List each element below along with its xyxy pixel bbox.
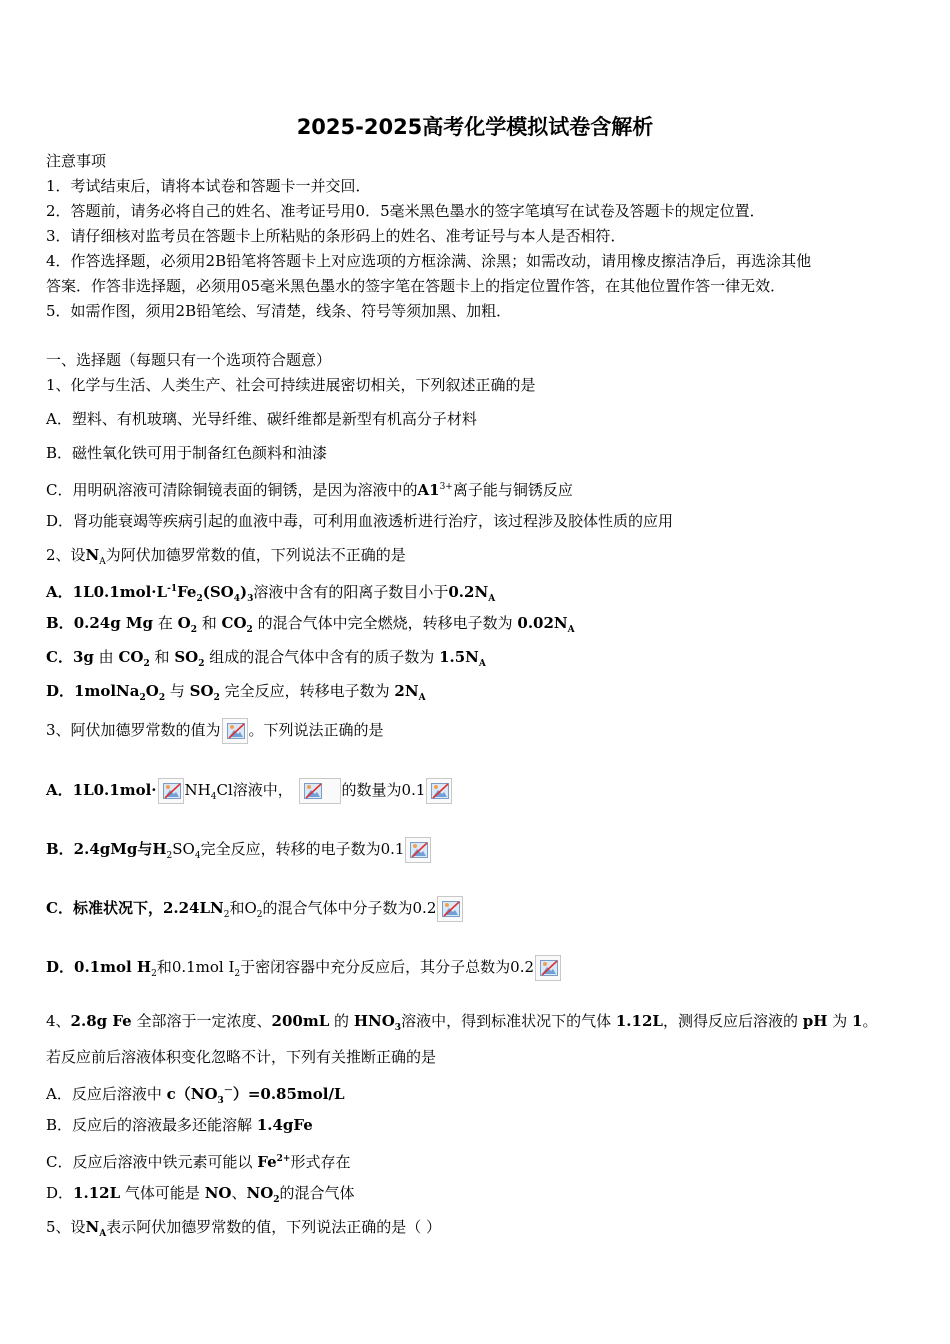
q1-option-d: D．肾功能衰竭等疾病引起的血液中毒，可利用血液透析进行治疗，该过程涉及胶体性质的应用 bbox=[46, 512, 674, 530]
text: 。 bbox=[862, 1012, 878, 1030]
subscript: 2 bbox=[151, 969, 157, 979]
q1-option-c bbox=[46, 477, 573, 500]
text: 在 bbox=[157, 614, 173, 632]
text: 溶液中含有的阳离子数目小于 bbox=[253, 583, 449, 601]
text: 0.24g Mg bbox=[73, 614, 154, 632]
text: O bbox=[177, 614, 191, 632]
subscript: 2 bbox=[246, 625, 253, 635]
notice-item-4-cont: 答案．作答非选择题，必须用05毫米黑色墨水的签字笔在答题卡上的指定位置作答，在其他位置作答一律无效． bbox=[46, 277, 786, 295]
text: 溶液中，得到标准状况下的气体 bbox=[401, 1012, 612, 1030]
text: 1L0.1mol·L bbox=[72, 583, 168, 601]
broken-image-icon bbox=[437, 896, 463, 922]
q2-option-b bbox=[46, 613, 575, 640]
text: O bbox=[145, 682, 159, 700]
text: B．反应后的溶液最多还能溶解 bbox=[46, 1116, 253, 1134]
text: Fe bbox=[177, 583, 197, 601]
text: 1.12L bbox=[73, 1184, 121, 1202]
section-heading: 一、选择题（每题只有一个选项符合题意） bbox=[46, 351, 332, 369]
subscript: 2 bbox=[213, 693, 220, 703]
superscript: － bbox=[223, 1086, 233, 1096]
text: 的 bbox=[334, 1012, 350, 1030]
text: NO bbox=[246, 1184, 274, 1202]
broken-image-icon bbox=[299, 778, 341, 804]
text: CO bbox=[221, 614, 247, 632]
q2-option-a bbox=[46, 579, 495, 609]
q3-stem bbox=[46, 716, 384, 744]
q4-option-d bbox=[46, 1183, 355, 1210]
text: SO bbox=[189, 682, 214, 700]
text: C．用明矾溶液可清除铜镜表面的铜锈，是因为溶液中的 bbox=[46, 481, 418, 499]
broken-image-icon bbox=[222, 718, 248, 744]
text: NO bbox=[204, 1184, 232, 1202]
text: 离子能与铜锈反应 bbox=[452, 481, 573, 499]
q4-option-c bbox=[46, 1149, 350, 1172]
subscript: 4 bbox=[194, 851, 201, 861]
q2-option-c bbox=[46, 647, 486, 674]
text: C．反应后溶液中铁元素可能以 bbox=[46, 1153, 253, 1171]
text: c（NO bbox=[166, 1085, 218, 1103]
q5-stem bbox=[46, 1217, 441, 1244]
text: 的混合气体 bbox=[279, 1184, 355, 1202]
subscript: 2 bbox=[196, 594, 203, 604]
text: B．2.4gMg与H bbox=[46, 840, 167, 858]
text: 、 bbox=[231, 1184, 247, 1202]
subscript: 2 bbox=[190, 625, 197, 635]
text: 和O bbox=[229, 899, 257, 917]
q4-option-a bbox=[46, 1081, 345, 1111]
q3-option-d bbox=[46, 953, 562, 988]
subscript: 3 bbox=[247, 594, 254, 604]
text: 3、阿伏加德罗常数的值为 bbox=[46, 721, 221, 739]
text: ）=0.85mol/L bbox=[232, 1085, 345, 1103]
text: ，测得反应后溶液的 bbox=[662, 1012, 798, 1030]
subscript: A bbox=[418, 693, 426, 703]
charge: 3+ bbox=[439, 482, 453, 492]
q1-stem: 1、化学与生活、人类生产、社会可持续进展密切相关，下列叙述正确的是 bbox=[46, 376, 536, 394]
q1-option-a: A．塑料、有机玻璃、光导纤维、碳纤维都是新型有机高分子材料 bbox=[46, 410, 477, 428]
subscript: 4 bbox=[233, 594, 240, 604]
notice-item-4: 4．作答选择题，必须用2B铅笔将答题卡上对应选项的方框涂满、涂黑；如需改动，请用橡皮擦洁净后，再选涂其他 bbox=[46, 252, 812, 270]
text: 。下列说法正确的是 bbox=[248, 721, 384, 739]
text: NH bbox=[184, 781, 211, 799]
superscript: -1 bbox=[167, 584, 178, 594]
label: B． bbox=[46, 614, 74, 632]
text: 3g bbox=[72, 648, 94, 666]
text: ) bbox=[239, 583, 248, 601]
subscript: 3 bbox=[217, 1096, 224, 1106]
text: 和 bbox=[201, 614, 217, 632]
text: 2.8g Fe bbox=[70, 1012, 132, 1030]
text: 2、设 bbox=[46, 546, 86, 564]
notice-heading: 注意事项 bbox=[46, 152, 107, 170]
subscript: A bbox=[99, 557, 106, 567]
text: Cl溶液中， bbox=[216, 781, 293, 799]
subscript: 2 bbox=[273, 1195, 280, 1205]
text: 0.02N bbox=[517, 614, 568, 632]
text: 200mL bbox=[271, 1012, 330, 1030]
page-title: 2025-2025高考化学模拟试卷含解析 bbox=[296, 115, 654, 139]
text: 的混合气体中完全燃烧，转移电子数为 bbox=[257, 614, 513, 632]
q1-option-b: B．磁性氧化铁可用于制备红色颜料和油漆 bbox=[46, 444, 328, 462]
notice-item-3: 3．请仔细核对监考员在答题卡上所粘贴的条形码上的姓名、准考证号与本人是否相符． bbox=[46, 227, 626, 245]
subscript: 3 bbox=[394, 1023, 402, 1033]
subscript: A bbox=[478, 659, 486, 669]
text: A．1L0.1mol· bbox=[46, 781, 157, 799]
text: 1.4gFe bbox=[256, 1116, 313, 1134]
text: 1 bbox=[852, 1012, 863, 1030]
text: HNO bbox=[353, 1012, 395, 1030]
broken-image-icon bbox=[535, 955, 561, 981]
symbol: N bbox=[85, 1218, 100, 1236]
subscript: 2 bbox=[143, 659, 150, 669]
q3-option-b bbox=[46, 835, 432, 870]
text: A．反应后溶液中 bbox=[46, 1085, 162, 1103]
ion: A1 bbox=[417, 481, 440, 499]
text: 组成的混合气体中含有的质子数为 bbox=[209, 648, 435, 666]
text: D． bbox=[46, 1184, 74, 1202]
notice-item-2: 2．答题前，请务必将自己的姓名、准考证号用0．5毫米黑色墨水的签字笔填写在试卷及答题卡的规定位置． bbox=[46, 202, 765, 220]
subscript: 2 bbox=[166, 851, 173, 861]
text: 5、设 bbox=[46, 1218, 86, 1236]
q3-option-a bbox=[46, 776, 453, 811]
superscript: 2+ bbox=[276, 1154, 291, 1164]
subscript: 4 bbox=[210, 792, 217, 802]
subscript: 2 bbox=[234, 969, 241, 979]
subscript: 2 bbox=[198, 659, 205, 669]
subscript: 2 bbox=[158, 693, 166, 703]
text: 气体可能是 bbox=[124, 1184, 200, 1202]
q2-option-d bbox=[46, 681, 426, 708]
text: 完全反应，转移电子数为 bbox=[224, 682, 390, 700]
broken-image-icon bbox=[405, 837, 431, 863]
q4-option-b bbox=[46, 1115, 313, 1135]
notice-item-5: 5．如需作图，须用2B铅笔绘、写清楚，线条、符号等须加黑、加粗． bbox=[46, 302, 512, 320]
q4-stem-cont: 若反应前后溶液体积变化忽略不计，下列有关推断正确的是 bbox=[46, 1048, 437, 1066]
text: 为 bbox=[832, 1012, 848, 1030]
q4-stem bbox=[46, 1011, 877, 1038]
subscript: A bbox=[488, 594, 496, 604]
subscript: 2 bbox=[223, 910, 230, 920]
subscript: 2 bbox=[139, 693, 146, 703]
broken-image-icon bbox=[426, 778, 452, 804]
q3-option-c bbox=[46, 894, 464, 929]
text: 1molNa bbox=[74, 682, 140, 700]
text: 的混合气体中分子数为0.2 bbox=[262, 899, 437, 917]
notice-item-1: 1．考试结束后，请将本试卷和答题卡一并交回． bbox=[46, 177, 371, 195]
text: 的数量为0.1 bbox=[341, 781, 426, 799]
label: C． bbox=[46, 648, 73, 666]
text: 由 bbox=[98, 648, 114, 666]
text: 1.12L bbox=[615, 1012, 663, 1030]
subscript: A bbox=[99, 1229, 107, 1239]
text: pH bbox=[802, 1012, 828, 1030]
text: 和 bbox=[154, 648, 170, 666]
label: D． bbox=[46, 682, 75, 700]
broken-image-icon bbox=[158, 778, 184, 804]
subscript: A bbox=[567, 625, 575, 635]
label: A． bbox=[46, 583, 73, 601]
text: SO bbox=[174, 648, 199, 666]
text: 为阿伏加德罗常数的值，下列说法不正确的是 bbox=[105, 546, 406, 564]
subscript: 2 bbox=[256, 910, 263, 920]
text: C．标准状况下，2.24LN bbox=[46, 899, 224, 917]
text: 表示阿伏加德罗常数的值，下列说法正确的是（ ） bbox=[106, 1218, 442, 1236]
text: SO bbox=[172, 840, 195, 858]
text: 全部溶于一定浓度、 bbox=[136, 1012, 272, 1030]
text: 于密闭容器中充分反应后，其分子总数为0.2 bbox=[240, 958, 535, 976]
text: Fe bbox=[257, 1153, 277, 1171]
text: 完全反应，转移的电子数为0.1 bbox=[200, 840, 405, 858]
text: D．0.1mol H bbox=[46, 958, 152, 976]
text: 和0.1mol I bbox=[156, 958, 235, 976]
text: 2N bbox=[394, 682, 419, 700]
text: 与 bbox=[169, 682, 185, 700]
text: 0.2N bbox=[448, 583, 489, 601]
text: CO bbox=[118, 648, 144, 666]
text: 形式存在 bbox=[290, 1153, 351, 1171]
q2-stem bbox=[46, 545, 406, 572]
text: 1.5N bbox=[439, 648, 479, 666]
text: 4、 bbox=[46, 1012, 71, 1030]
symbol: N bbox=[85, 546, 100, 564]
text: (SO bbox=[202, 583, 234, 601]
